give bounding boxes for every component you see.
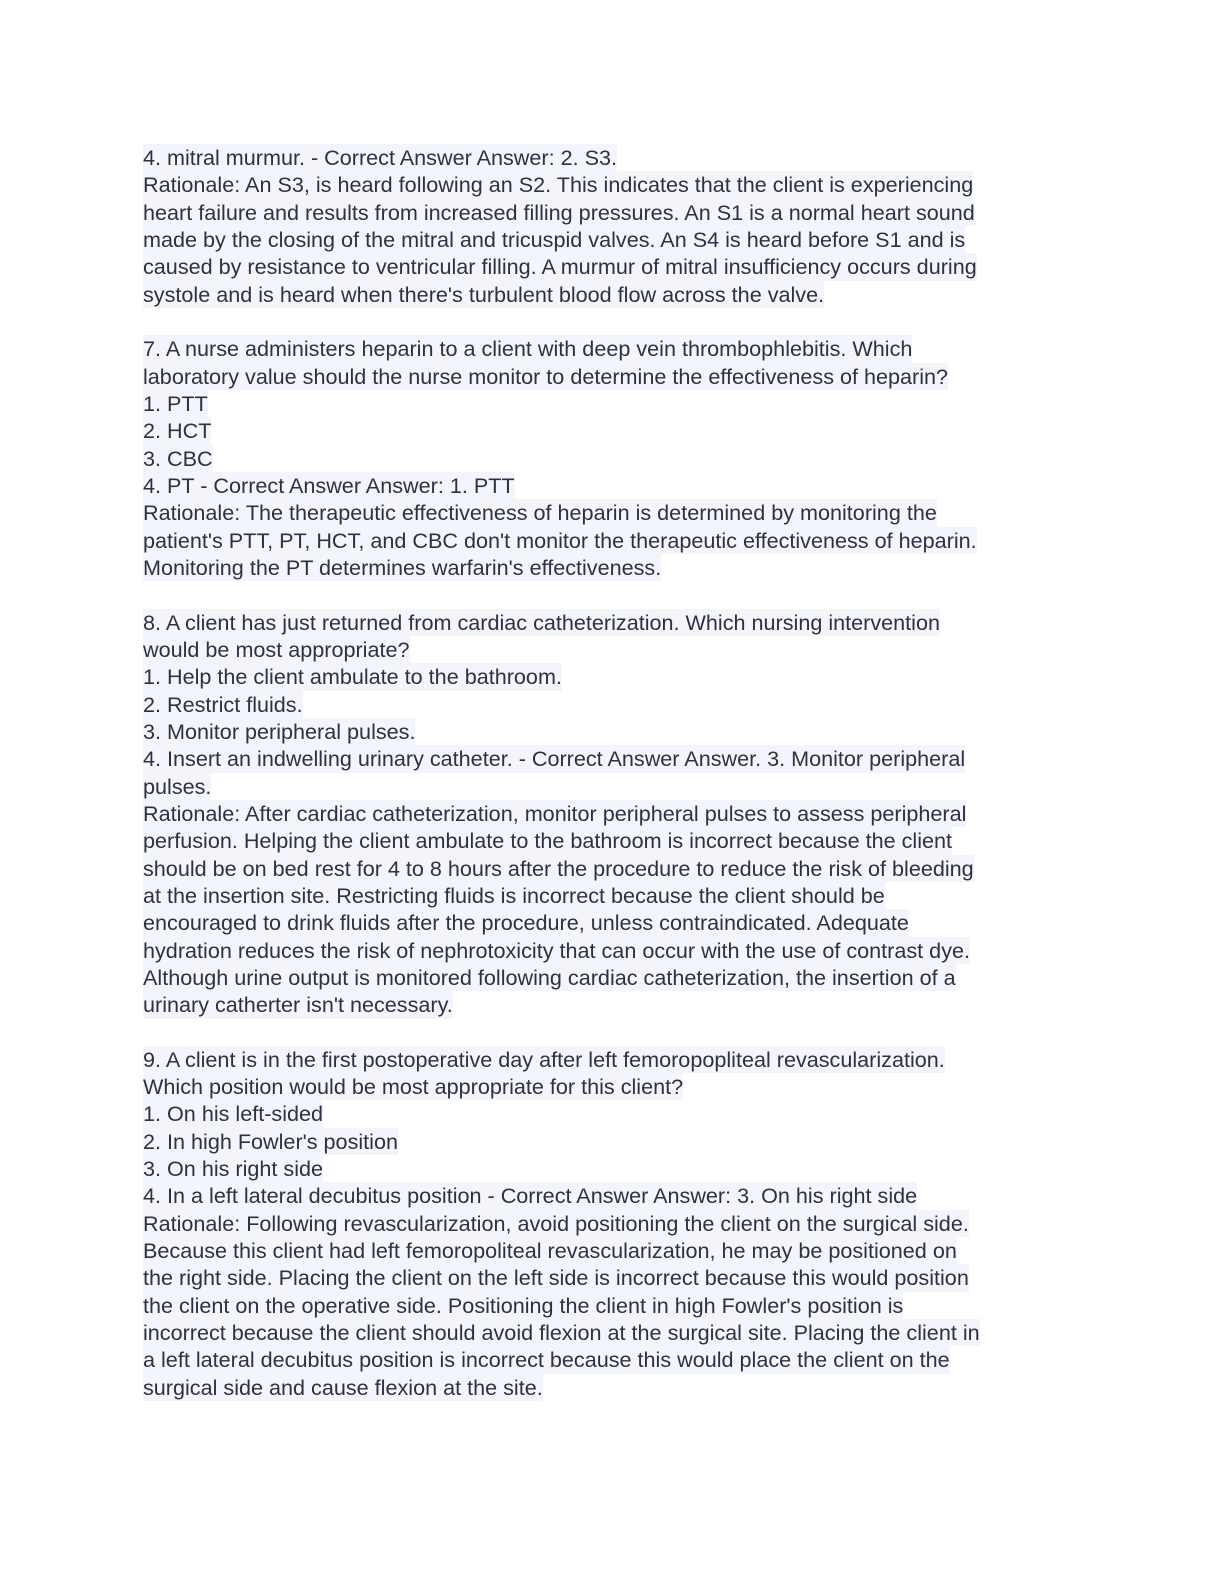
text-line	[143, 745, 980, 772]
text-line-content: caused by resistance to ventricular filling. A murmur of mitral insufficiency occurs during	[143, 254, 977, 280]
text-line-content: 2. Restrict fluids.	[143, 691, 303, 717]
text-line	[143, 1237, 980, 1264]
question-block	[143, 1046, 980, 1401]
text-line-content: 9. A client is in the first postoperative day after left femoropopliteal revascularization.	[143, 1046, 945, 1072]
text-line	[143, 773, 980, 800]
text-line-content: perfusion. Helping the client ambulate to the bathroom is incorrect because the client	[143, 828, 953, 854]
text-line	[143, 554, 980, 581]
text-line-content: Because this client had left femoropoliteal revascularization, he may be positioned on	[143, 1238, 957, 1264]
text-line-content: at the insertion site. Restricting fluids is incorrect because the client should be	[143, 882, 885, 908]
text-line	[143, 335, 980, 362]
text-line	[143, 363, 980, 390]
text-line-content: urinary catherter isn't necessary.	[143, 992, 453, 1018]
text-line-content: would be most appropriate?	[143, 636, 410, 662]
document-page	[143, 144, 980, 1401]
text-line-content: Rationale: An S3, is heard following an S2. This indicates that the client is experiencing	[143, 172, 974, 198]
text-line	[143, 1046, 980, 1073]
text-line	[143, 937, 980, 964]
text-line	[143, 1155, 980, 1182]
text-line	[143, 1182, 980, 1209]
text-line	[143, 499, 980, 526]
text-line-content: Rationale: The therapeutic effectiveness of heparin is determined by monitoring the	[143, 500, 937, 526]
text-line-content: 3. On his right side	[143, 1156, 324, 1182]
text-line-content: Rationale: After cardiac catheterization, monitor peripheral pulses to assess peripheral	[143, 800, 967, 826]
text-line-content: 1. PTT	[143, 390, 208, 416]
text-line	[143, 1128, 980, 1155]
text-line	[143, 144, 980, 171]
text-line-content: 4. In a left lateral decubitus position - Correct Answer Answer: 3. On his right side	[143, 1183, 918, 1209]
text-line-content: 4. PT - Correct Answer Answer: 1. PTT	[143, 472, 515, 498]
text-line	[143, 1292, 980, 1319]
text-line-content: 3. Monitor peripheral pulses.	[143, 718, 416, 744]
text-line	[143, 609, 980, 636]
text-line	[143, 1346, 980, 1373]
text-line	[143, 718, 980, 745]
text-line	[143, 1073, 980, 1100]
text-line-content: should be on bed rest for 4 to 8 hours after the procedure to reduce the risk of bleeding	[143, 855, 974, 881]
text-line	[143, 472, 980, 499]
text-line-content: 2. HCT	[143, 418, 212, 444]
text-line	[143, 691, 980, 718]
text-line-content: systole and is heard when there's turbulent blood flow across the valve.	[143, 281, 825, 307]
text-line	[143, 1100, 980, 1127]
text-line	[143, 171, 980, 198]
text-line	[143, 882, 980, 909]
text-line-content: 4. mitral murmur. - Correct Answer Answer: 2. S3.	[143, 145, 617, 170]
text-line	[143, 964, 980, 991]
text-line	[143, 253, 980, 280]
text-line	[143, 527, 980, 554]
text-line	[143, 1374, 980, 1401]
text-line-content: heart failure and results from increased filling pressures. An S1 is a normal heart sound	[143, 199, 975, 225]
text-line-content: a left lateral decubitus position is incorrect because this would place the client on the	[143, 1347, 950, 1373]
text-line-content: incorrect because the client should avoid flexion at the surgical site. Placing the client in	[143, 1320, 980, 1346]
text-line	[143, 1264, 980, 1291]
text-line-content: Monitoring the PT determines warfarin's effectiveness.	[143, 554, 662, 580]
text-line-content: 4. Insert an indwelling urinary catheter. - Correct Answer Answer. 3. Monitor peripheral	[143, 746, 966, 772]
text-line-content: 2. In high Fowler's position	[143, 1128, 398, 1154]
text-line-content: hydration reduces the risk of nephrotoxicity that can occur with the use of contrast dye.	[143, 937, 970, 963]
text-line	[143, 281, 980, 308]
text-line	[143, 827, 980, 854]
text-line-content: Which position would be most appropriate for this client?	[143, 1074, 684, 1100]
text-line-content: pulses.	[143, 773, 212, 799]
text-line-content: made by the closing of the mitral and tricuspid valves. An S4 is heard before S1 and is	[143, 226, 966, 252]
text-line	[143, 636, 980, 663]
text-line	[143, 226, 980, 253]
text-line-content: encouraged to drink fluids after the procedure, unless contraindicated. Adequate	[143, 910, 909, 936]
text-line-content: patient's PTT, PT, HCT, and CBC don't monitor the therapeutic effectiveness of heparin.	[143, 527, 977, 553]
text-line-content: 8. A client has just returned from cardiac catheterization. Which nursing intervention	[143, 609, 940, 635]
question-block	[143, 335, 980, 581]
text-line	[143, 390, 980, 417]
question-block	[143, 144, 980, 308]
text-line-content: 7. A nurse administers heparin to a client with deep vein thrombophlebitis. Which	[143, 336, 913, 362]
text-line	[143, 991, 980, 1018]
text-line-content: 3. CBC	[143, 445, 213, 471]
question-block	[143, 609, 980, 1019]
text-line	[143, 1319, 980, 1346]
text-line	[143, 445, 980, 472]
text-line-content: 1. On his left-sided	[143, 1101, 324, 1127]
text-line-content: Although urine output is monitored following cardiac catheterization, the insertion of a	[143, 964, 956, 990]
text-line	[143, 199, 980, 226]
text-line	[143, 855, 980, 882]
text-line-content: laboratory value should the nurse monitor to determine the effectiveness of heparin?	[143, 363, 949, 389]
text-line	[143, 417, 980, 444]
text-line-content: 1. Help the client ambulate to the bathroom.	[143, 664, 562, 690]
text-line	[143, 663, 980, 690]
text-line-content: the client on the operative side. Positioning the client in high Fowler's position is	[143, 1292, 904, 1318]
text-line	[143, 1210, 980, 1237]
text-line-content: the right side. Placing the client on the left side is incorrect because this would position	[143, 1265, 969, 1291]
text-line-content: Rationale: Following revascularization, avoid positioning the client on the surgical side.	[143, 1210, 969, 1236]
text-line-content: surgical side and cause flexion at the site.	[143, 1374, 543, 1400]
text-line	[143, 909, 980, 936]
text-line	[143, 800, 980, 827]
